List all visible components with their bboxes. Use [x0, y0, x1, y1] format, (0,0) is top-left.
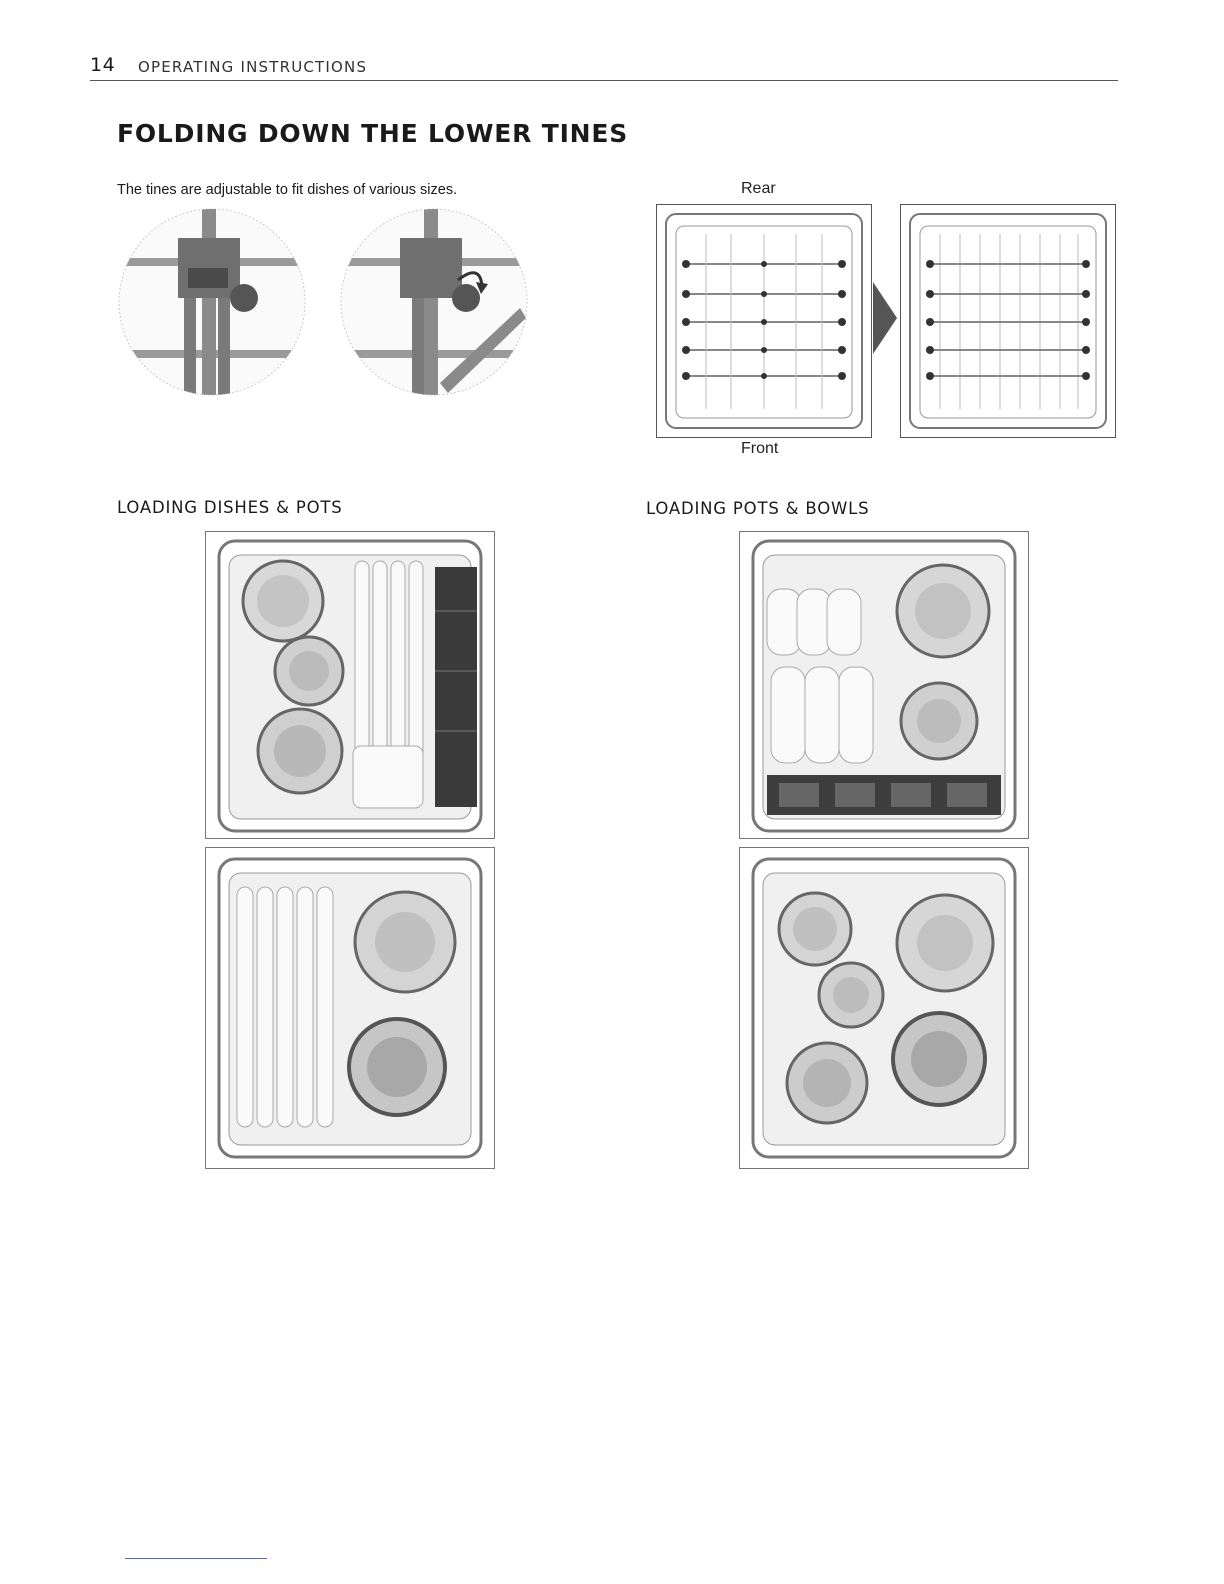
subhead-loading-dishes-pots: LOADING DISHES & POTS — [117, 498, 343, 517]
dishes-pots-rack-image-2 — [205, 847, 495, 1169]
tine-folded-detail-image — [340, 208, 528, 396]
page-title: FOLDING DOWN THE LOWER TINES — [117, 119, 629, 148]
footer-rule — [125, 1558, 267, 1559]
dishes-pots-rack-image-1 — [205, 531, 495, 839]
running-header — [90, 54, 1118, 81]
pots-bowls-rack-image-2 — [739, 847, 1029, 1169]
pots-bowls-rack-image-1 — [739, 531, 1029, 839]
rack-tines-down-image — [900, 204, 1116, 438]
arrow-right-icon — [873, 282, 897, 354]
lead-text: The tines are adjustable to fit dishes of various sizes. — [117, 182, 458, 198]
subhead-loading-pots-bowls: LOADING POTS & BOWLS — [646, 499, 870, 518]
tine-upright-detail-image — [118, 208, 306, 396]
front-label: Front — [741, 440, 779, 457]
section-name: OPERATING INSTRUCTIONS — [138, 58, 368, 76]
rack-tines-up-image — [656, 204, 872, 438]
rear-label: Rear — [741, 180, 776, 197]
page-number: 14 — [90, 54, 116, 76]
